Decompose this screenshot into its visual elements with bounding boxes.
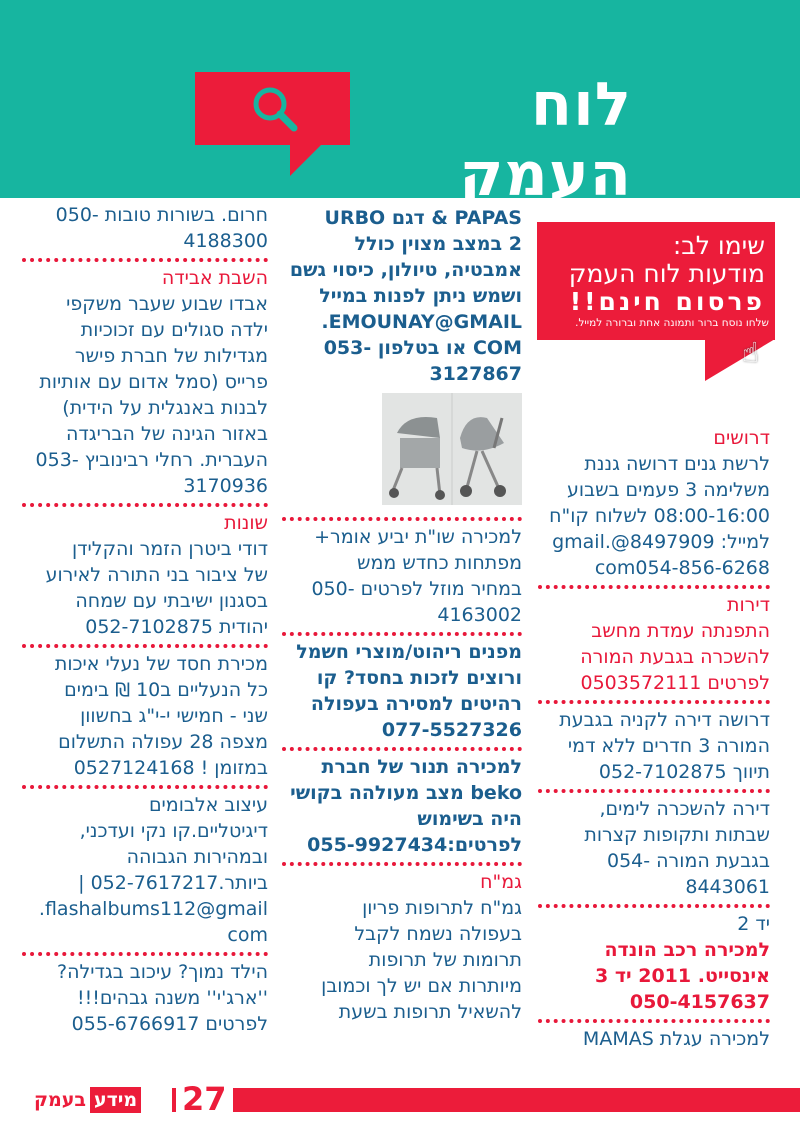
- ad-text-line: EMOUNAY@GMAIL.: [321, 311, 522, 333]
- ad-text-line: PAPAS & דגם URBO: [324, 207, 522, 229]
- footer-logo: [30, 1086, 141, 1114]
- ad-text-line: com: [227, 924, 268, 946]
- classified-ad: [22, 792, 268, 950]
- ad-text-line: המורה 3 חדרים ללא דמי: [567, 735, 770, 757]
- ad-text-line: היה בשימוש: [417, 808, 522, 830]
- ad-text-line: כל הנעליים ב10 ₪ בימים: [64, 679, 268, 701]
- section-heading: דירות: [726, 594, 770, 616]
- section-heading: דרושים: [713, 427, 770, 449]
- ad-text-line: 8443061: [685, 876, 770, 898]
- ad-text-line: רהיטים למסירה בעפולה: [310, 693, 522, 715]
- dotted-separator: [282, 747, 522, 751]
- free-ads-notice: [537, 222, 775, 340]
- ad-text-line: דיגיטליים.קו נקי ועדכני,: [79, 820, 268, 842]
- ad-text-line: לרשת גנים דרושה גננת: [584, 453, 770, 475]
- classified-ad: [538, 1026, 770, 1054]
- ad-text-line: במזומן ! 0527124168: [73, 757, 268, 779]
- search-icon: [250, 84, 300, 134]
- classified-ad: [22, 651, 268, 783]
- ad-text-line: 2 במצב מצוין כולל: [354, 233, 522, 255]
- classified-ad: [538, 592, 770, 698]
- section-heading: גמ"ח: [480, 871, 522, 893]
- notice-line: מודעות לוח העמק: [568, 259, 765, 288]
- pointer-hand-icon: ☝: [742, 336, 760, 369]
- ad-text-line: 4163002: [437, 604, 522, 626]
- notice-tail: [705, 339, 775, 381]
- footer-bar: [172, 1088, 800, 1112]
- ad-text-line: התפנתה עמדת מחשב: [591, 620, 770, 642]
- ad-text-line: של ציבור בני התורה לאירוע: [45, 564, 268, 586]
- classified-ad: [282, 869, 522, 1027]
- ad-text-line: 3127867: [429, 363, 522, 385]
- dotted-separator: [538, 585, 770, 589]
- classified-ad: [282, 639, 522, 745]
- ad-text-line: אינסייט. 2011 יד 3: [594, 965, 770, 987]
- ad-text-line: למכירה עגלת MAMAS: [582, 1028, 770, 1050]
- column-left: [22, 202, 268, 1039]
- ad-text-line: מפנים ריהוט/מוצרי חשמל: [296, 641, 522, 663]
- column-right: [538, 425, 770, 1054]
- ad-text-line: בגבעת המורה -054: [606, 850, 770, 872]
- ad-text-line: 08:00-16:00 לשלוח קו"ח: [549, 505, 770, 527]
- classified-ad: [538, 707, 770, 787]
- ad-text-line: פרייס (סמל אדום עם אותיות: [39, 371, 268, 393]
- ad-text-line: 4188300: [183, 230, 268, 252]
- ad-text-line: מכירת חסד של נעלי איכות: [54, 653, 268, 675]
- ad-text-line: אבדו שבוע שעבר משקפי: [66, 293, 268, 315]
- ad-text-line: 077-5527326: [381, 719, 522, 741]
- stroller-photo: [382, 393, 522, 505]
- ad-text-line: באזור הגינה של הבריגדה: [65, 423, 268, 445]
- ad-text-line: לפרטים 0503572111: [580, 672, 770, 694]
- ad-text-line: מצפה 28 עפולה התשלום: [58, 731, 268, 753]
- classified-ad: [282, 205, 522, 515]
- ad-text-line: מגדילות של חברת פישר: [74, 345, 268, 367]
- classified-ad: [22, 265, 268, 501]
- ad-text-line: גמ"ח לתרופות פריון: [362, 897, 522, 919]
- dotted-separator: [22, 644, 268, 648]
- ad-text-line: תיווך 052-7102875: [598, 761, 770, 783]
- dotted-separator: [22, 785, 268, 789]
- ad-text-line: ושמש ניתן לפנות במייל: [319, 285, 522, 307]
- page-title: לוח העמק: [459, 70, 632, 210]
- dotted-separator: [22, 258, 268, 262]
- ad-text-line: שבתות ותקופות קצרות: [584, 824, 770, 846]
- classified-ad: [538, 796, 770, 902]
- ad-text-line: flashalbums112@gmail.: [38, 898, 268, 920]
- ad-text-line: העברית. רחלי רבינוביץ -053: [35, 449, 268, 471]
- dotted-separator: [538, 1019, 770, 1023]
- dotted-separator: [22, 952, 268, 956]
- notice-subtext: שלחו נוסח ברור ותמונה אחת וברורה למייל.: [575, 317, 769, 329]
- ad-text-line: ''ארג'י'' משנה גבהים!!!: [76, 987, 268, 1009]
- ad-text-line: COM או בטלפון -053: [323, 337, 522, 359]
- ad-text-line: ורוצים לזכות בחסד? קו: [316, 667, 522, 689]
- ad-text-line: ביותר.052-7617217 |: [78, 872, 268, 894]
- ad-text-line: תרומות של תרופות: [368, 949, 522, 971]
- ad-text-line: לפרטים:055-9927434: [307, 834, 522, 856]
- ad-text-line: מפתחות כחדש ממש: [357, 552, 522, 574]
- ad-text-line: 3170936: [183, 475, 268, 497]
- ad-text-line: מיותרות אם יש לך וכמובן: [321, 975, 522, 997]
- logo-part2: בעמק: [34, 1089, 86, 1111]
- ad-text-line: שני - חמישי י-י"ג בחשוון: [80, 705, 268, 727]
- classified-ad: [282, 524, 522, 630]
- dotted-separator: [22, 503, 268, 507]
- ad-text-line: במחיר מוזל לפרטים -050: [311, 578, 522, 600]
- column-middle: [282, 205, 522, 1027]
- ad-text-line: beko מצב מעולהה בקושי: [290, 782, 522, 804]
- ad-text-line: להשאיל תרופות בשעת: [338, 1001, 522, 1023]
- page-header: [0, 0, 800, 210]
- section-heading: שונות: [224, 512, 268, 534]
- ad-text-line: למכירה רכב הונדה: [604, 939, 770, 961]
- ad-text-line: עיצוב אלבומים: [148, 794, 268, 816]
- ad-text-line: חרום. בשורות טובות -050: [55, 204, 268, 226]
- dotted-separator: [538, 789, 770, 793]
- classified-ad: [538, 911, 770, 1017]
- classified-ad: [22, 959, 268, 1039]
- ad-text-line: דרושה דירה לקניה בגבעת: [559, 709, 770, 731]
- ad-text-line: בסגנון ישיבתי עם שמחה: [75, 590, 268, 612]
- ad-text-line: com054-856-6268: [594, 557, 770, 579]
- ad-text-line: 050-4157637: [629, 991, 770, 1013]
- dotted-separator: [538, 904, 770, 908]
- dotted-separator: [282, 632, 522, 636]
- ad-text-line: להשכרה בגבעת המורה: [580, 646, 770, 668]
- ad-text-line: בעפולה נשמח לקבל: [354, 923, 522, 945]
- ad-text-line: למייל: 8497909@.gmail: [552, 531, 770, 553]
- ad-text-line: לבנות באנגלית על הידית): [62, 397, 268, 419]
- page-number: 27: [176, 1081, 233, 1117]
- notice-line: שימו לב:: [672, 231, 765, 260]
- dotted-separator: [538, 700, 770, 704]
- ad-text-line: ובמהירות הגבוהה: [126, 846, 268, 868]
- notice-headline: פרסום חינם!!: [569, 287, 765, 316]
- ad-text-line: למכירה תנור של חברת: [321, 756, 522, 778]
- speech-bubble-tail: [290, 144, 322, 176]
- classified-ad: [22, 202, 268, 256]
- ad-text-line: משלימה 3 פעמים בשבוע: [567, 479, 770, 501]
- dotted-separator: [282, 517, 522, 521]
- logo-part1: מידע: [90, 1087, 141, 1113]
- ad-text-line: ילדה סגולים עם זכוכיות: [80, 319, 268, 341]
- dotted-separator: [282, 862, 522, 866]
- ad-text-line: לפרטים 055-6766917: [71, 1013, 268, 1035]
- ad-text-line: דודי ביטרן הזמר והקלידן: [71, 538, 268, 560]
- ad-text-line: דירה להשכרה לימים,: [599, 798, 770, 820]
- section-heading: השבת אבידה: [161, 267, 268, 289]
- classified-ad: [538, 425, 770, 583]
- ad-text-line: הילד נמוך? עיכוב בגדילה?: [56, 961, 268, 983]
- ad-text-line: יהודית 052-7102875: [85, 616, 268, 638]
- section-heading: יד 2: [737, 913, 770, 935]
- ad-text-line: למכירה שו"ת יביע אומר+: [314, 526, 522, 548]
- classified-ad: [282, 754, 522, 860]
- ad-text-line: אמבטיה, טיולון, כיסוי גשם: [289, 259, 522, 281]
- classified-ad: [22, 510, 268, 642]
